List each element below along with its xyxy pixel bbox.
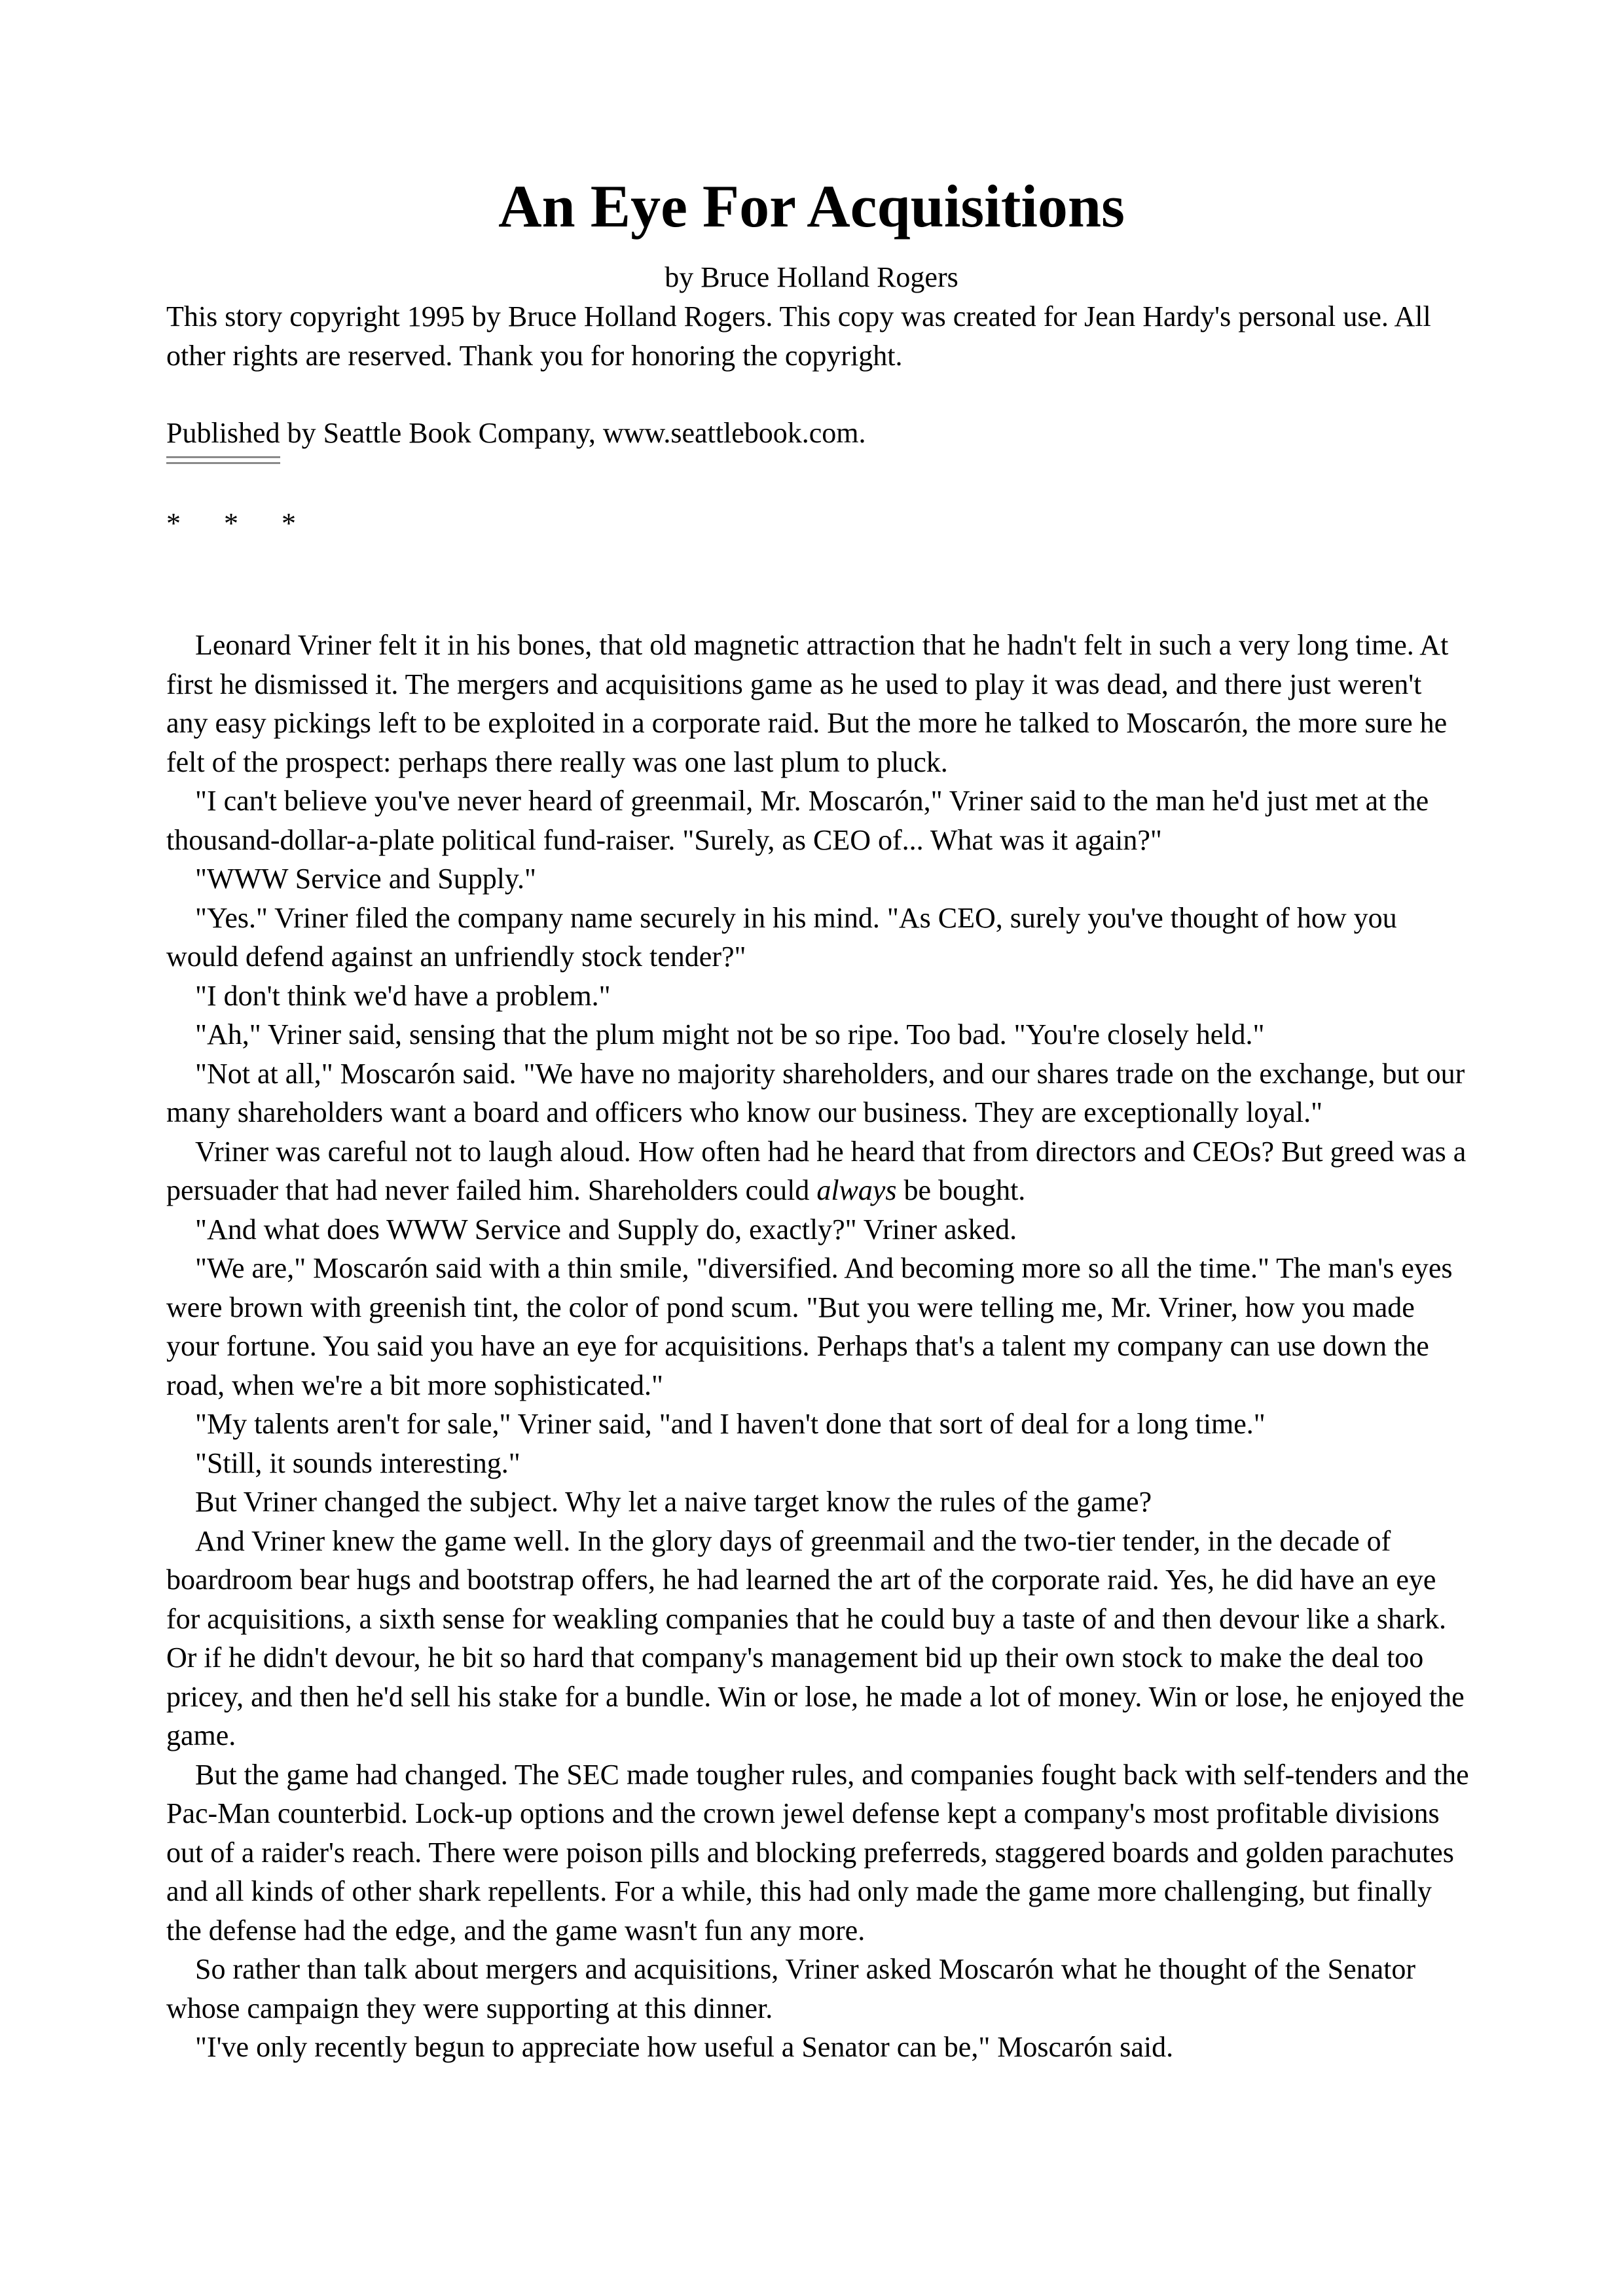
paragraph: "I've only recently begun to appreciate how useful a Senator can be," Moscarón said.	[195, 2031, 1174, 2063]
paragraph: "I don't think we'd have a problem."	[195, 979, 611, 1012]
paragraph: "Not at all," Moscarón said. "We have no majority shareholders, and our shares trade on the exchange, but our many shareholders want a board and officers who know our business. They are exceptionally loyal."	[166, 1057, 1465, 1128]
section-separator: * * *	[166, 507, 296, 539]
story-title: An Eye For Acquisitions	[498, 173, 1125, 240]
decorative-double-rule	[166, 456, 280, 464]
paragraph	[166, 1132, 1469, 1210]
paragraph: "We are," Moscarón said with a thin smile, "diversified. And becoming more so all the time." The man's eyes were brown with greenish tint, the color of pond scum. "But you were telling me, Mr. Vriner, how you made your fortune. You said you have an eye for acquisitions. Perhaps that's a talent my company can use down the road, when we're a bit more sophisticated."	[166, 1252, 1453, 1401]
story-body	[166, 626, 1469, 2067]
paragraph: But the game had changed. The SEC made tougher rules, and companies fought back with self-tenders and the Pac-Man counterbid. Lock-up options and the crown jewel defense kept a company's most profitable divisions out of a raider's reach. There were poison pills and blocking preferreds, staggered boards and golden parachutes and all kinds of other shark repellents. For a while, this had only made the game more challenging, but finally the defense had the edge, and the game wasn't fun any more.	[166, 1758, 1469, 1946]
paragraph: So rather than talk about mergers and acquisitions, Vriner asked Moscarón what he thought of the Senator whose campaign they were supporting at this dinner.	[166, 1953, 1416, 2024]
paragraph-text: Vriner was careful not to laugh aloud. How often had he heard that from directors and CEOs? But greed was a persuader that had never failed him. Shareholders could	[166, 1135, 1467, 1206]
paragraph: "Yes." Vriner filed the company name securely in his mind. "As CEO, surely you've thought of how you would defend against an unfriendly stock tender?"	[166, 901, 1397, 973]
paragraph: Leonard Vriner felt it in his bones, that old magnetic attraction that he hadn't felt in such a very long time. At first he dismissed it. The mergers and acquisitions game as he used to play it was dead, and there just weren't any easy pickings left to be exploited in a corporate raid. But the more he talked to Moscarón, the more sure he felt of the prospect: perhaps there really was one last plum to pluck.	[166, 629, 1449, 778]
paragraph: But Vriner changed the subject. Why let a naive target know the rules of the game?	[195, 1486, 1152, 1518]
paragraph: "And what does WWW Service and Supply do, exactly?" Vriner asked.	[195, 1213, 1017, 1246]
emphasis-text: always	[816, 1174, 897, 1206]
paragraph: "My talents aren't for sale," Vriner said, "and I haven't done that sort of deal for a long time."	[195, 1408, 1266, 1440]
paragraph: And Vriner knew the game well. In the glory days of greenmail and the two-tier tender, in the decade of boardroom bear hugs and bootstrap offers, he had learned the art of the corporate raid. Yes, he did have an eye for acquisitions, a sixth sense for weakling companies that he could buy a taste of and then devour like a shark. Or if he didn't devour, he bit so hard that company's management bid up their own stock to make the deal too pricey, and then he'd sell his stake for a bundle. Win or lose, he made a lot of money. Win or lose, he enjoyed the game.	[166, 1524, 1465, 1751]
paragraph: "WWW Service and Supply."	[195, 863, 537, 895]
copyright-notice: This story copyright 1995 by Bruce Holland Rogers. This copy was created for Jean Hardy's personal use. All other rights are reserved. Thank you for honoring the copyright.	[166, 300, 1431, 372]
paragraph: "Ah," Vriner said, sensing that the plum might not be so ripe. Too bad. "You're closely held."	[195, 1018, 1265, 1050]
paragraph-text: be bought.	[896, 1174, 1026, 1206]
paragraph: "I can't believe you've never heard of greenmail, Mr. Moscarón," Vriner said to the man he'd just met at the thousand-dollar-a-plate political fund-raiser. "Surely, as CEO of... What was it again?"	[166, 785, 1429, 856]
author-byline: by Bruce Holland Rogers	[665, 261, 958, 293]
publisher-line: Published by Seattle Book Company, www.seattlebook.com.	[166, 417, 866, 449]
paragraph: "Still, it sounds interesting."	[195, 1446, 520, 1479]
